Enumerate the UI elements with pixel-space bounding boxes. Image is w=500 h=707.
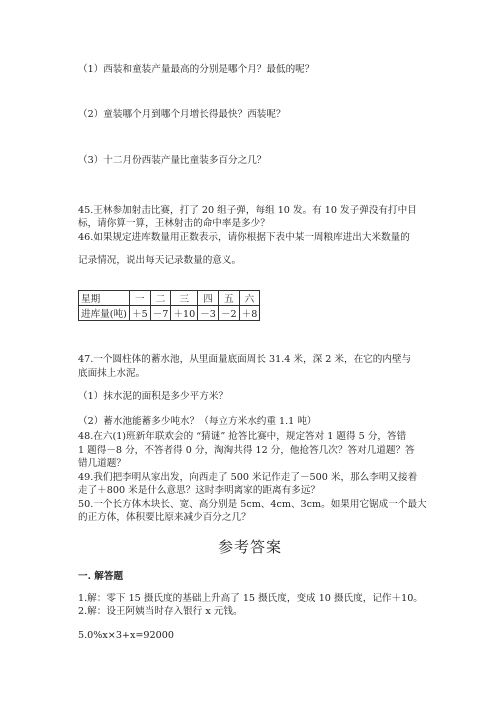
table-cell: －7 <box>150 306 171 321</box>
question-46-line-2: 记录情况，说出每天记录数量的意义。 <box>78 255 242 266</box>
answer-3: 5.0%x×3+x=92000 <box>78 630 174 641</box>
table-cell: 五 <box>218 291 239 306</box>
table-cell: 三 <box>171 291 198 306</box>
table-cell: －3 <box>198 306 219 321</box>
table-row <box>79 306 260 321</box>
table-cell: ＋8 <box>239 306 260 321</box>
question-47-line-2: 底面抹上水泥。 <box>78 368 146 379</box>
table-cell: 一 <box>130 291 151 306</box>
question-sub-3: （3）十二月份西装产量比童装多百分之几？ <box>78 155 267 166</box>
table-cell: 四 <box>198 291 219 306</box>
grain-table <box>78 290 260 321</box>
table-cell: ＋10 <box>171 306 198 321</box>
question-47-sub-2: （2）蓄水池能蓄多少吨水？（每立方米水约重 1.1 吨） <box>78 416 317 427</box>
table-cell: 进库量(吨) <box>79 306 130 321</box>
question-48-line-3: 错几道题？ <box>78 458 126 469</box>
table-row <box>79 291 260 306</box>
question-49-line-2: 走了＋800 米是什么意思？这时李明离家的距离有多远？ <box>78 485 321 496</box>
table-cell: ＋5 <box>130 306 151 321</box>
question-47-sub-1: （1）抹水泥的面积是多少平方米？ <box>78 391 229 402</box>
question-48-line-2: 1 题得－8 分，不答者得 0 分，淘淘共得 12 分，他抢答几次？答对几道题？答 <box>78 445 415 456</box>
question-46-line-1: 46.如果规定进库数量用正数表示，请你根据下表中某一周粮库进出大米数量的 <box>78 232 410 243</box>
answer-2: 2.解：设王阿姨当时存入银行 x 元钱。 <box>78 606 243 617</box>
question-47-line-1: 47.一个圆柱体的蓄水池，从里面量底面周长 31.4 米，深 2 米，在它的内壁与 <box>78 354 412 365</box>
answers-section-heading: 一. 解答题 <box>78 571 124 582</box>
question-48-line-1: 48.在六(1)班新年联欢会的 “猜谜” 抢答比赛中，规定答对 1 题得 5 分，答错 <box>78 431 407 442</box>
question-sub-2: （2）童装哪个月到哪个月增长得最快？西装呢？ <box>78 109 286 120</box>
answer-1: 1.解：零下 15 摄氏度的基础上升高了 15 摄氏度，变成 10 摄氏度，记作＋10。 <box>78 593 423 604</box>
table-cell: －2 <box>218 306 239 321</box>
question-45-line-2: 标，请你算一算，王林射击的命中率是多少？ <box>78 218 270 229</box>
question-45-line-1: 45.王林参加射击比赛，打了 20 组子弹，每组 10 发。有 10 发子弹没有打中目 <box>78 205 417 216</box>
question-50-line-1: 50.一个长方体木块长、宽、高分别是 5cm、4cm、3cm。如果用它锯成一个最大 <box>78 499 427 510</box>
table-cell: 二 <box>150 291 171 306</box>
table-cell: 星期 <box>79 291 130 306</box>
answers-title: 参考答案 <box>217 538 282 556</box>
question-sub-1: （1）西装和童装产量最高的分别是哪个月？最低的呢？ <box>78 64 315 75</box>
table-cell: 六 <box>239 291 260 306</box>
question-49-line-1: 49.我们把李明从家出发，向西走了 500 米记作走了－500 米，那么李明又接着 <box>78 472 418 483</box>
question-50-line-2: 的正方体，体积要比原来减少百分之几？ <box>78 512 251 523</box>
